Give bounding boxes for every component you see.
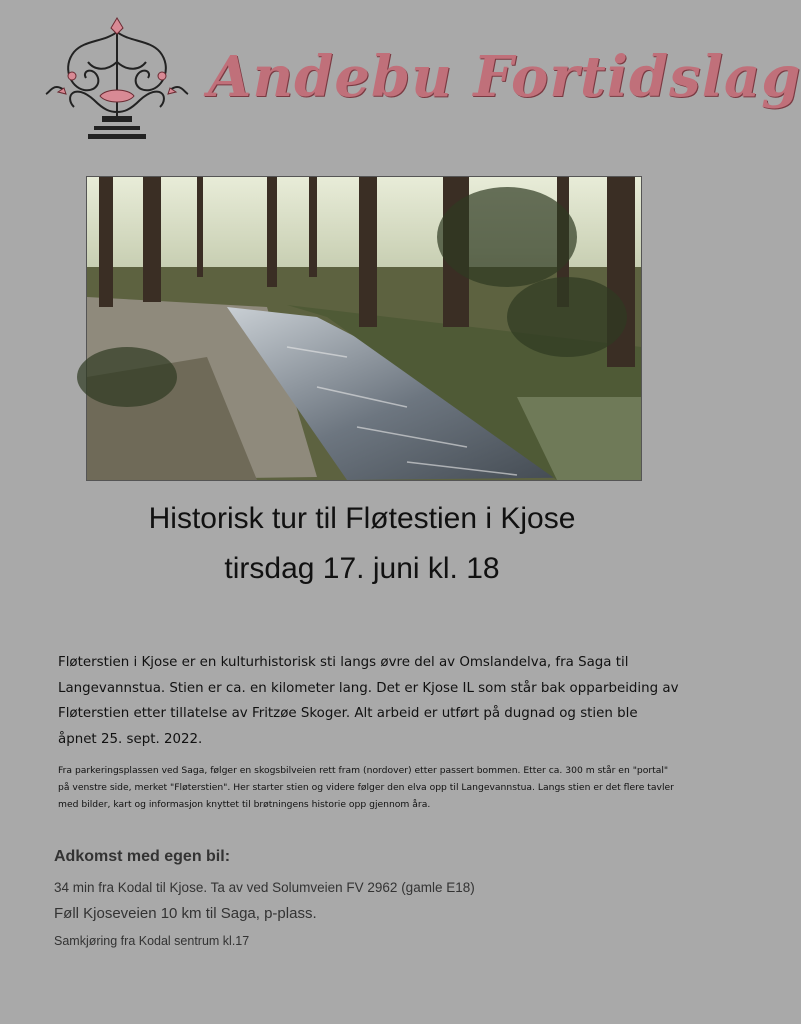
event-date: tirsdag 17. juni kl. 18 [224,552,500,585]
directions-heading: Adkomst med egen bil: [54,848,231,865]
directions-line-2: Føll Kjoseveien 10 km til Saga, p-plass. [54,905,317,922]
fortidslag-emblem-logo [44,12,190,146]
intro-paragraph: Fløterstien i Kjose er en kulturhistorisk sti langs øvre del av Omslandelva, fra Saga til Langevannstua. Stien er ca. en kilometer lang. Det er Kjose IL som står bak opparbeiding av Fløterstien etter tillatelse av Fritzøe Skoger. Alt arbeid er utført på dugnad og stien ble åpnet 25. sept. 2022. [58,655,679,747]
directions-line-1: 34 min fra Kodal til Kjose. Ta av ved Solumveien FV 2962 (gamle E18) [54,880,475,895]
event-title: Historisk tur til Fløtestien i Kjose [148,502,576,535]
brand-title: Andebu Fortidslag [208,44,801,110]
detail-paragraph: Fra parkeringsplassen ved Saga, følger en skogsbilveien rett fram (nordover) etter passert bommen. Etter ca. 300 m står en "portal" på venstre side, merket "Fløterstien". Her starter stien og videre følger den elva opp til Langevannstua. Langs stien er det flere tavler med bilder, kart og informasjon knyttet til brøtningens historie opp gjennom åra. [58,765,674,810]
forest-stream-photo [86,176,642,481]
directions-line-3: Samkjøring fra Kodal sentrum kl.17 [54,934,250,948]
